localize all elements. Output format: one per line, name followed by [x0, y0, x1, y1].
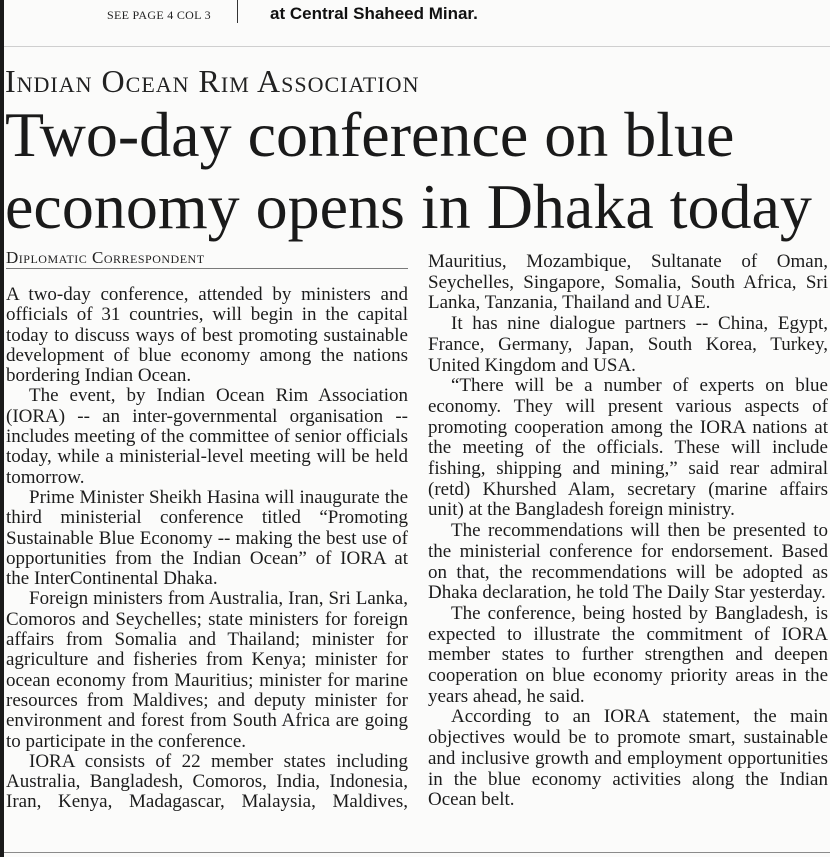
article-paragraph: The recommendations will then be presented to the ministerial conference for endorsement. Based on that, the recommendations will be adopted as Dhaka declaration, he told The Daily Star yesterday.: [428, 520, 828, 604]
article-headline: Two-day conference on blue economy opens in Dhaka today: [5, 99, 812, 242]
article-column-right: [428, 252, 828, 811]
scan-edge: [0, 0, 4, 857]
article-paragraph: Prime Minister Sheikh Hasina will inaugurate the third ministerial conference titled “Promoting Sustainable Blue Economy -- making the best use of opportunities from the Indian Ocean” of IORA at the InterContinental Dhaka.: [6, 486, 408, 590]
jump-reference: SEE PAGE 4 COL 3: [107, 8, 211, 22]
article-paragraph: Foreign ministers from Australia, Iran, Sri Lanka, Comoros and Seychelles; state ministers for foreign affairs from Somalia and Thailand; minister for agriculture and fisheries from Kenya; minister for ocean economy from Mauritius; minister for marine resources from Maldives; and deputy minister for environment and forest from South Africa are going to participate in the conference.: [6, 588, 408, 752]
article-paragraph: It has nine dialogue partners -- China, Egypt, France, Germany, Japan, South Korea, Turkey, United Kingdom and USA.: [428, 313, 828, 376]
article-paragraph-continued: Mauritius, Mozambique, Sultanate of Oman, Seychelles, Singapore, Somalia, South Africa, Sri Lanka, Tanzania, Thailand and UAE.: [428, 251, 828, 314]
article-paragraph: IORA consists of 22 member states including Australia, Bangladesh, Comoros, India, Indonesia, Iran, Kenya, Madagascar, Malaysia, Maldives,: [6, 750, 408, 813]
article-paragraph: The event, by Indian Ocean Rim Association (IORA) -- an inter-governmental organisation -- includes meeting of the committee of senior officials today, while a ministerial-level meeting will be held tomorrow.: [6, 385, 408, 488]
adjacent-story-headline: at Central Shaheed Minar.: [270, 4, 478, 23]
article-paragraph: The conference, being hosted by Bangladesh, is expected to illustrate the commitment of IORA member states to further strengthen and deepen cooperation on blue economy priority areas in the years ahead, he said.: [428, 602, 828, 707]
article-kicker: Indian Ocean Rim Association: [5, 63, 420, 99]
article-paragraph: A two-day conference, attended by ministers and officials of 31 countries, will begin in the capital today to discuss ways of best promoting sustainable development of blue economy among the nations bordering Indian Ocean.: [6, 284, 408, 387]
article-paragraph: “There will be a number of experts on blue economy. They will present various aspects of promoting cooperation among the IORA nations at the meeting of the officials. These will include fishing, shipping and mining,” said rear admiral (retd) Khurshed Alam, secretary (marine affairs unit) at the Bangladesh foreign ministry.: [428, 375, 828, 521]
article-paragraph: According to an IORA statement, the main objectives would be to promote smart, sustainable and inclusive growth and employment opportunities in the blue economy activities along the Indian Ocean belt.: [428, 706, 828, 811]
bottom-rule: [4, 852, 830, 853]
article-byline: Diplomatic Correspondent: [6, 248, 408, 269]
column-divider: [237, 0, 238, 23]
article-column-left: [6, 285, 408, 813]
section-rule: [4, 46, 830, 47]
